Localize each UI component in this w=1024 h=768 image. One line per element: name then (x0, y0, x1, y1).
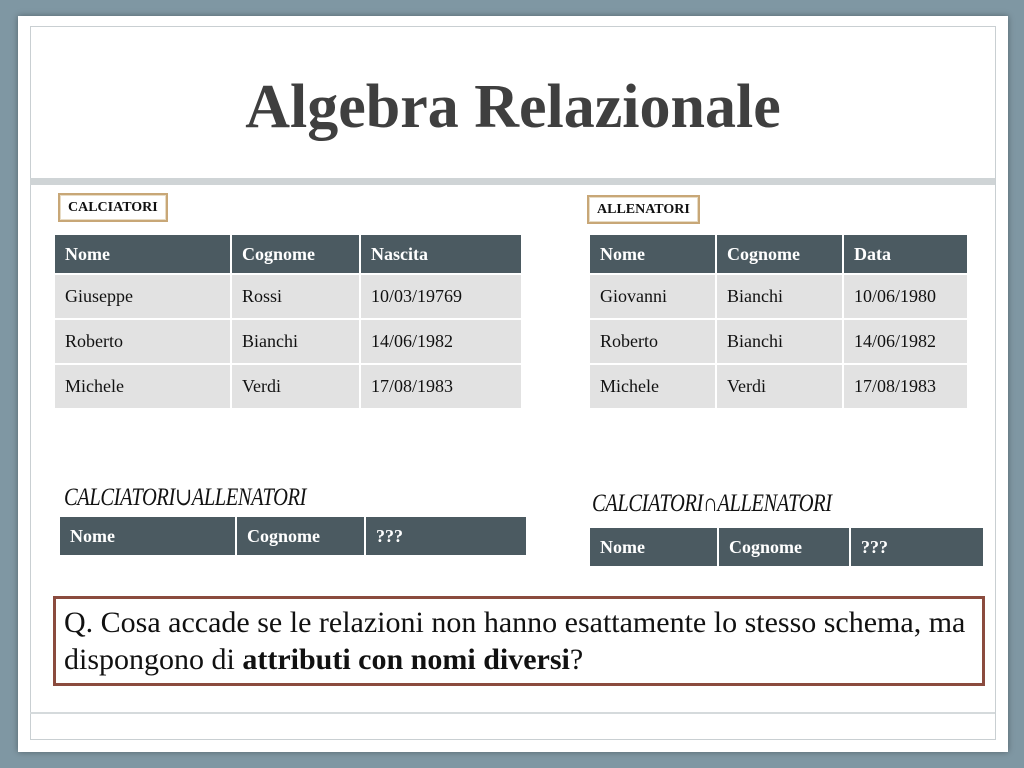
question-text: Q. Cosa accade se le relazioni non hanno esattamente lo stesso schema, ma dispongono di (64, 606, 966, 676)
table-cell: Michele (590, 364, 716, 408)
table-cell: Michele (55, 364, 231, 408)
table-cell: Verdi (231, 364, 360, 408)
column-header: Nome (60, 517, 236, 555)
table-header-row (590, 235, 967, 274)
question-box (53, 596, 985, 686)
table-cell: Bianchi (231, 319, 360, 364)
column-header: Cognome (236, 517, 365, 555)
union-expression: CALCIATORI∪ALLENATORI (64, 484, 307, 511)
intersection-expression: CALCIATORI∩ALLENATORI (592, 490, 832, 517)
slide-title: Algebra Relazionale (245, 73, 781, 141)
table-row (590, 274, 967, 319)
slide (18, 16, 1008, 752)
column-header: Nome (55, 235, 231, 274)
column-header: ??? (850, 528, 983, 566)
table-row (55, 364, 521, 408)
table-cell: 10/06/1980 (843, 274, 967, 319)
table-cell: 14/06/1982 (843, 319, 967, 364)
table-cell: 14/06/1982 (360, 319, 521, 364)
column-header: Cognome (231, 235, 360, 274)
table-cell: Giuseppe (55, 274, 231, 319)
table-row (590, 364, 967, 408)
column-header: Cognome (716, 235, 843, 274)
column-header: Data (843, 235, 967, 274)
table-row (55, 319, 521, 364)
column-header: Nome (590, 528, 718, 566)
column-header: Cognome (718, 528, 850, 566)
table-row (55, 274, 521, 319)
table-cell: 17/08/1983 (843, 364, 967, 408)
footer-divider (30, 712, 995, 714)
question-emphasis: attributi con nomi diversi (242, 642, 570, 676)
question-mark: ? (569, 642, 584, 676)
column-header: ??? (365, 517, 526, 555)
intersection-table (590, 528, 983, 566)
allenatori-label: ALLENATORI (587, 195, 700, 224)
table-cell: Rossi (231, 274, 360, 319)
table-header-row (60, 517, 526, 555)
title-divider (30, 178, 995, 185)
table-cell: 17/08/1983 (360, 364, 521, 408)
table-row (590, 319, 967, 364)
table-cell: Bianchi (716, 319, 843, 364)
table-cell: Roberto (55, 319, 231, 364)
table-cell: Roberto (590, 319, 716, 364)
table-cell: Verdi (716, 364, 843, 408)
calciatori-label: CALCIATORI (58, 193, 168, 222)
table-header-row (55, 235, 521, 274)
column-header: Nome (590, 235, 716, 274)
table-cell: Bianchi (716, 274, 843, 319)
union-table (60, 517, 526, 555)
column-header: Nascita (360, 235, 521, 274)
table-cell: 10/03/19769 (360, 274, 521, 319)
table-header-row (590, 528, 983, 566)
table-cell: Giovanni (590, 274, 716, 319)
calciatori-table (55, 235, 521, 408)
allenatori-table (590, 235, 967, 408)
